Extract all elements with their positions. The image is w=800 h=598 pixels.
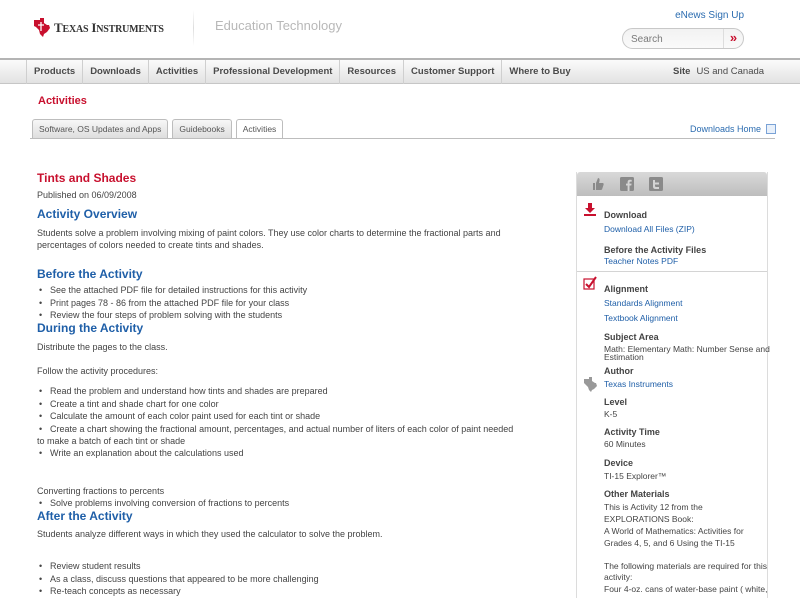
required-materials-line: Four 4-oz. cans of water-base paint ( white, (604, 584, 768, 594)
level-label: Level (604, 397, 628, 407)
tab-software[interactable]: Software, OS Updates and Apps (32, 119, 168, 138)
device-value: TI-15 Explorer™ (604, 471, 667, 481)
search-input[interactable] (631, 32, 721, 46)
texas-state-logo-icon (33, 18, 50, 37)
overview-text-line-1: Students solve a problem involving mixing of paint colors. They use color charts to determine the fractional parts and (37, 228, 501, 238)
required-materials-line: activity: (604, 572, 633, 582)
list-item: • Print pages 78 - 86 from the attached PDF file for your class (37, 297, 557, 310)
other-materials-line: A World of Mathematics: Activities for (604, 526, 744, 536)
activity-title: Tints and Shades (37, 171, 137, 185)
checkbox-icon (583, 276, 597, 291)
list-item: • Create a chart showing the fractional amount, percentages, and actual number of liters of each color of paint needed (37, 423, 557, 436)
published-date: Published on 06/09/2008 (37, 190, 137, 200)
overview-heading: Activity Overview (37, 207, 138, 221)
list-item: • Create a tint and shade chart for one color (37, 398, 557, 411)
overview-text-line-2: percentages of colors needed to create tints and shades. (37, 240, 264, 250)
site-value: US and Canada (696, 66, 765, 77)
facebook-icon[interactable] (620, 177, 634, 191)
enews-signup-link[interactable]: eNews Sign Up (675, 10, 744, 21)
nav-products[interactable]: Products (26, 60, 83, 84)
home-icon (766, 124, 776, 134)
download-tabs (32, 119, 287, 139)
list-item: • See the attached PDF file for detailed instructions for this activity (37, 284, 557, 297)
nav-activities[interactable]: Activities (149, 60, 206, 84)
list-item-wrap: to make a batch of each tint or shade (37, 436, 186, 446)
brand-name: TEXAS INSTRUMENTS (54, 19, 164, 35)
author-link[interactable]: Texas Instruments (604, 379, 673, 389)
other-materials-line: This is Activity 12 from the (604, 502, 703, 512)
subject-label: Subject Area (604, 332, 659, 342)
list-item: • Review the four steps of problem solving with the students (37, 309, 557, 322)
nav-downloads[interactable]: Downloads (83, 60, 149, 84)
during-text: Distribute the pages to the class. (37, 342, 168, 352)
list-item: • Write an explanation about the calculations used (37, 447, 557, 460)
section-title: Education Technology (215, 18, 342, 33)
follow-text: Follow the activity procedures: (37, 366, 159, 376)
device-label: Device (604, 458, 634, 468)
other-materials-line: Grades 4, 5, and 6 Using the TI-15 (604, 538, 735, 548)
header-divider (193, 10, 194, 46)
other-materials-label: Other Materials (604, 489, 670, 499)
list-item: • Solve problems involving conversion of fractions to percents (37, 497, 557, 510)
twitter-icon[interactable] (649, 177, 663, 191)
before-files-label: Before the Activity Files (604, 245, 707, 255)
converting-list (37, 497, 557, 510)
search-box (622, 28, 744, 49)
sidebar-divider (577, 271, 767, 272)
nav-where-to-buy[interactable]: Where to Buy (509, 66, 571, 77)
teacher-notes-link[interactable]: Teacher Notes PDF (604, 256, 679, 266)
during-list (37, 385, 557, 435)
list-item: • Calculate the amount of each color paint used for each tint or shade (37, 410, 557, 423)
downloads-home-link[interactable] (690, 124, 776, 134)
before-heading: Before the Activity (37, 267, 143, 281)
after-list (37, 560, 557, 598)
share-bar (577, 172, 767, 196)
download-icon (583, 203, 597, 218)
main-nav (0, 58, 800, 84)
after-text: Students analyze different ways in which they used the calculator to solve the problem. (37, 529, 383, 539)
time-value: 60 Minutes (604, 439, 646, 449)
subject-text-line-1: Math: Elementary Math: Number Sense and (604, 344, 770, 354)
subject-text-line-2: Estimation (604, 352, 644, 362)
after-heading: After the Activity (37, 509, 133, 523)
time-label: Activity Time (604, 427, 660, 437)
standards-alignment-link[interactable]: Standards Alignment (604, 298, 683, 308)
list-item: • Read the problem and understand how tints and shades are prepared (37, 385, 557, 398)
other-materials-line: EXPLORATIONS Book: (604, 514, 694, 524)
required-materials-line: The following materials are required for this (604, 561, 767, 571)
download-label: Download (604, 210, 647, 220)
during-heading: During the Activity (37, 321, 144, 335)
during-list-cont (37, 447, 557, 460)
level-value: K-5 (604, 409, 618, 419)
converting-text: Converting fractions to percents (37, 486, 165, 496)
tab-activities[interactable]: Activities (236, 119, 284, 139)
list-item: • Review student results (37, 560, 557, 573)
download-all-link[interactable]: Download All Files (ZIP) (604, 224, 695, 234)
nav-professional-development[interactable]: Professional Development (206, 60, 340, 84)
ti-author-icon (583, 377, 597, 392)
alignment-label: Alignment (604, 284, 648, 294)
list-item: • As a class, discuss questions that appeared to be more challenging (37, 573, 557, 586)
list-item: • Re-teach concepts as necessary (37, 585, 557, 598)
downloads-home-label: Downloads Home (690, 124, 762, 134)
page-title: Activities (38, 95, 87, 107)
textbook-alignment-link[interactable]: Textbook Alignment (604, 313, 678, 323)
site-label: Site (673, 66, 691, 77)
site-header (0, 0, 800, 58)
site-selector[interactable] (673, 60, 764, 84)
nav-resources[interactable]: Resources (340, 60, 404, 84)
tab-guidebooks[interactable]: Guidebooks (172, 119, 231, 138)
search-submit-button[interactable]: » (723, 29, 743, 48)
tab-underline (30, 138, 775, 139)
ti-logo[interactable] (33, 18, 164, 37)
thumbs-up-icon[interactable] (591, 177, 605, 191)
nav-customer-support[interactable]: Customer Support (404, 60, 502, 84)
author-label: Author (604, 366, 634, 376)
activity-sidebar (576, 172, 768, 598)
before-list (37, 284, 557, 322)
